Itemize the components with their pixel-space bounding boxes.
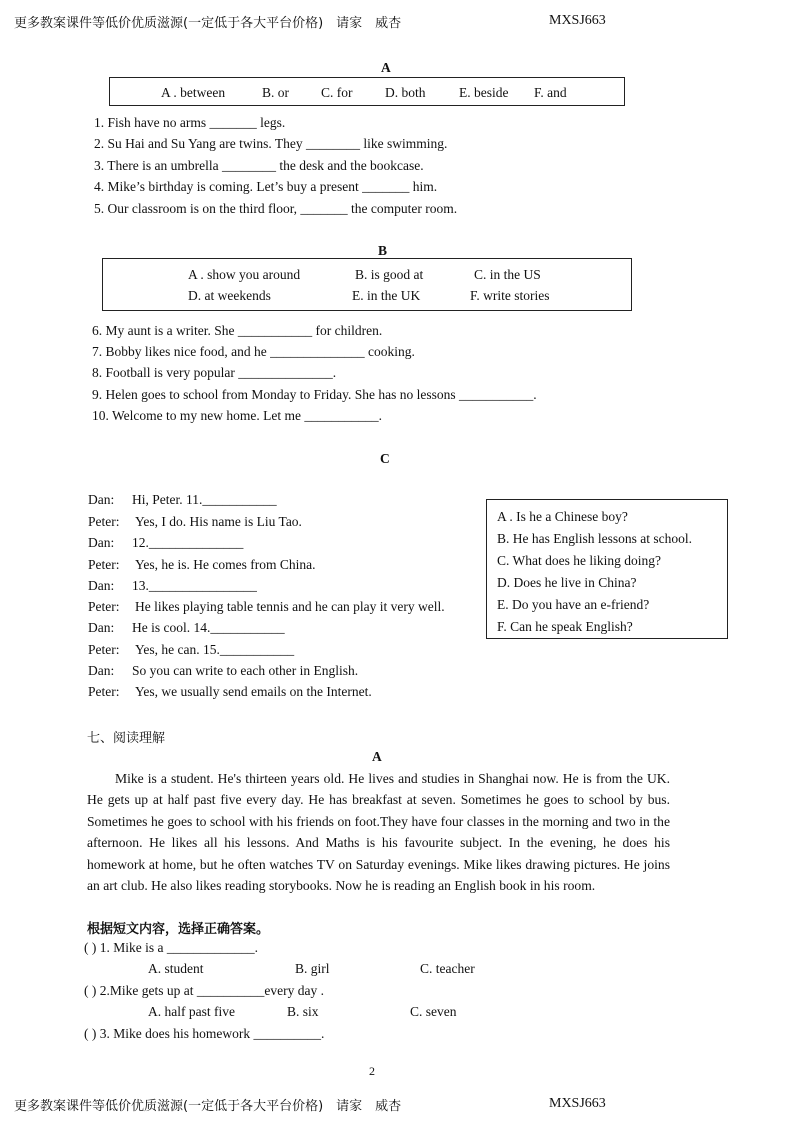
option-b: B. or — [262, 85, 289, 100]
dialogue-speaker: Dan: — [88, 535, 115, 550]
dialogue-speaker: Peter: — [88, 642, 120, 657]
dialogue-speaker: Peter: — [88, 514, 120, 529]
question-5: 5. Our classroom is on the third floor, _______ the computer room. — [94, 201, 458, 216]
reading-heading: A — [372, 749, 382, 764]
option-a: A . show you around — [188, 267, 301, 282]
answer-option-a: A. half past five — [148, 1004, 235, 1019]
option-f: F. write stories — [470, 288, 550, 303]
option-f: F. and — [534, 85, 567, 100]
dialogue-speaker: Dan: — [88, 492, 115, 507]
section-a-heading: A — [381, 60, 391, 75]
option-a: A . between — [161, 85, 226, 100]
dialogue-speaker: Dan: — [88, 578, 115, 593]
question-8: 8. Football is very popular ______________. — [92, 365, 337, 380]
option-b: B. He has English lessons at school. — [497, 531, 692, 546]
question-9: 9. Helen goes to school from Monday to Friday. She has no lessons ___________. — [92, 387, 537, 402]
dialogue-line: So you can write to each other in English. — [132, 663, 359, 678]
option-a: A . Is he a Chinese boy? — [497, 509, 628, 524]
dialogue-line: Yes, he is. He comes from China. — [135, 557, 316, 572]
answer-option-b: B. girl — [295, 961, 330, 976]
option-e: E. beside — [459, 85, 509, 100]
dialogue-line: 13.________________ — [132, 578, 257, 593]
question-7: 7. Bobby likes nice food, and he ______________ cooking. — [92, 344, 415, 359]
answer-option-c: C. teacher — [420, 961, 475, 976]
reading-question-1: ( ) 1. Mike is a _____________. — [84, 940, 258, 955]
header-text: 更多教案课件等低价优质滋源(一定低于各大平台价格) 请家 威杏 — [14, 16, 402, 31]
answer-option-c: C. seven — [410, 1004, 457, 1019]
reading-passage — [87, 768, 670, 896]
section-c-heading: C — [380, 451, 390, 466]
dialogue-line: Yes, he can. 15.___________ — [135, 642, 295, 657]
option-c: C. in the US — [474, 267, 541, 282]
question-6: 6. My aunt is a writer. She ___________ for children. — [92, 323, 383, 338]
option-e: E. in the UK — [352, 288, 421, 303]
answer-option-a: A. student — [148, 961, 204, 976]
dialogue-line: Yes, we usually send emails on the Internet. — [135, 684, 372, 699]
footer-text: 更多教案课件等低价优质滋源(一定低于各大平台价格) 请家 威杏 — [14, 1099, 402, 1114]
section-b-heading: B — [378, 243, 388, 258]
question-10: 10. Welcome to my new home. Let me ___________. — [92, 408, 382, 423]
reading-section-title: 七、阅读理解 — [87, 731, 166, 746]
footer-code: MXSJ663 — [549, 1096, 606, 1111]
option-d: D. Does he live in China? — [497, 575, 637, 590]
option-c: C. What does he liking doing? — [497, 553, 661, 568]
option-e: E. Do you have an e-friend? — [497, 597, 650, 612]
dialogue-line: Hi, Peter. 11.___________ — [132, 492, 277, 507]
option-d: D. both — [385, 85, 426, 100]
answer-option-b: B. six — [287, 1004, 319, 1019]
dialogue-speaker: Peter: — [88, 557, 120, 572]
option-c: C. for — [321, 85, 353, 100]
dialogue-line: 12.______________ — [132, 535, 244, 550]
page-number: 2 — [369, 1064, 375, 1078]
dialogue-speaker: Dan: — [88, 620, 115, 635]
reading-question-3: ( ) 3. Mike does his homework __________. — [84, 1026, 325, 1041]
question-4: 4. Mike’s birthday is coming. Let’s buy a present _______ him. — [94, 179, 438, 194]
reading-instruction: 根据短文内容，选择正确答案。 — [87, 922, 270, 937]
question-2: 2. Su Hai and Su Yang are twins. They ________ like swimming. — [94, 136, 448, 151]
passage-text: Mike is a student. He's thirteen years old. He lives and studies in Shanghai now. He is from the UK. He gets up at half past five every day. He has breakfast at seven. Sometimes he goes to school by bus. Sometimes he goes to school with his friends on foot.They have four classes in the morning and two in the afternoon. He likes all his lessons. And Maths is his favourite subject. In the evening, he does his homework at home, but he often watches TV on Saturday evenings. Mike likes drawing pictures. He joins an art club. He also likes reading storybooks. Now he is reading an English book in his room. — [87, 771, 670, 894]
question-3: 3. There is an umbrella ________ the desk and the bookcase. — [94, 158, 424, 173]
dialogue-line: He likes playing table tennis and he can play it very well. — [135, 599, 445, 614]
dialogue-speaker: Peter: — [88, 684, 120, 699]
dialogue-line: He is cool. 14.___________ — [132, 620, 285, 635]
question-1: 1. Fish have no arms _______ legs. — [94, 115, 286, 130]
option-f: F. Can he speak English? — [497, 619, 633, 634]
option-b: B. is good at — [355, 267, 424, 282]
reading-question-2: ( ) 2.Mike gets up at __________every day . — [84, 983, 324, 998]
dialogue-speaker: Dan: — [88, 663, 115, 678]
header-code: MXSJ663 — [549, 13, 606, 28]
dialogue-speaker: Peter: — [88, 599, 120, 614]
option-d: D. at weekends — [188, 288, 271, 303]
dialogue-line: Yes, I do. His name is Liu Tao. — [135, 514, 302, 529]
